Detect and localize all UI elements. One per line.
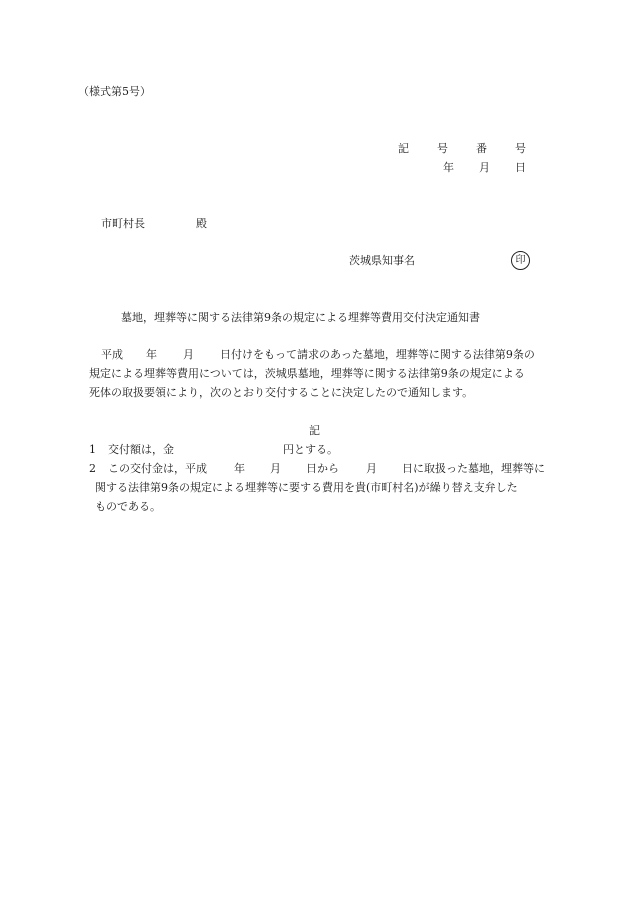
item-2-line-1-year: 年 <box>234 462 245 475</box>
sender-name: 茨城県知事名 <box>349 254 415 267</box>
item-1-number: 1 <box>89 443 96 456</box>
addressee-honorific: 殿 <box>196 217 207 230</box>
body-line-3: 死体の取扱要領により，次のとおり交付することに決定したので通知します。 <box>89 386 474 399</box>
date-day-label: 日 <box>515 161 526 174</box>
ref-ban-label: 番 <box>476 142 487 155</box>
date-year-label: 年 <box>443 161 454 174</box>
item-1-tail: 円とする。 <box>283 443 338 456</box>
seal-stamp: 印 <box>511 251 530 270</box>
item-2-line-3: ものである。 <box>95 500 161 513</box>
document-title: 墓地，埋葬等に関する法律第9条の規定による埋葬等費用交付決定通知書 <box>121 311 480 324</box>
item-2-line-1-month-2: 月 <box>366 462 377 475</box>
addressee-name: 市町村長 <box>101 217 145 230</box>
item-2-number: 2 <box>89 462 96 475</box>
item-2-line-1-month: 月 <box>270 462 281 475</box>
item-2-line-2: 関する法律第9条の規定による埋葬等に要する費用を貴(市町村名)が繰り替え支弁した <box>95 481 518 494</box>
body-line-1-month: 月 <box>183 348 194 361</box>
body-line-1-year: 年 <box>146 348 157 361</box>
item-1-lead: 交付額は，金 <box>108 443 174 456</box>
item-2-line-1-lead: この交付金は，平成 <box>108 462 207 475</box>
item-2-line-1-rest: 日に取扱った墓地，埋葬等に <box>402 462 545 475</box>
date-month-label: 月 <box>479 161 490 174</box>
form-number: （様式第5号） <box>78 85 151 98</box>
body-line-1-rest: 日付けをもって請求のあった墓地，埋葬等に関する法律第9条の <box>220 348 535 361</box>
ref-go-label-2: 号 <box>515 142 526 155</box>
body-line-2: 規定による埋葬等費用については，茨城県墓地，埋葬等に関する法律第9条の規定による <box>89 367 525 380</box>
ref-ki-label: 記 <box>398 142 409 155</box>
ki-heading: 記 <box>309 424 320 437</box>
body-line-1-era: 平成 <box>101 348 123 361</box>
item-2-line-1-from: 日から <box>306 462 339 475</box>
ref-go-label: 号 <box>437 142 448 155</box>
